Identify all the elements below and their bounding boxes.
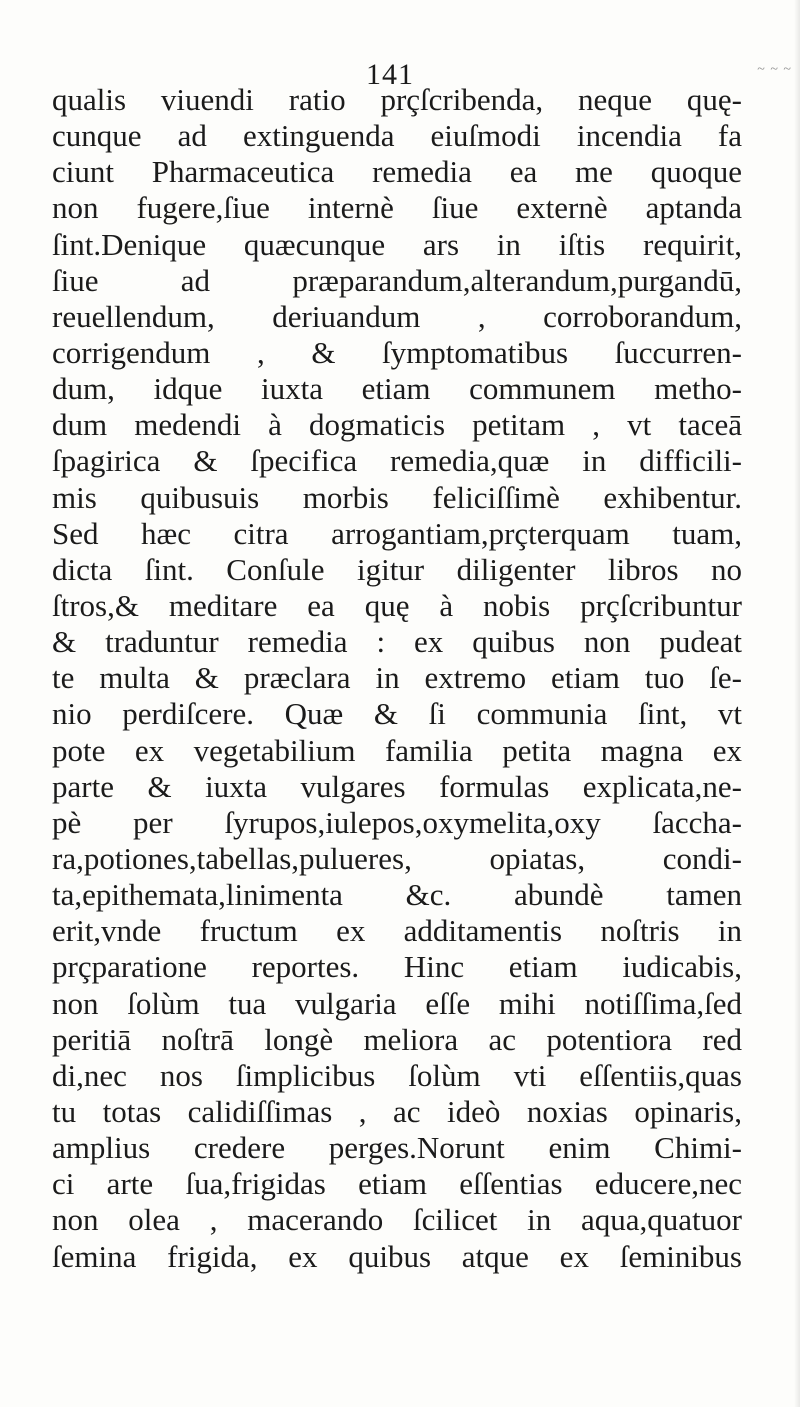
text-line: te multa & præclara in extremo etiam tuo ſe- xyxy=(52,660,742,696)
text-line: dum, idque iuxta etiam communem metho- xyxy=(52,371,742,407)
text-line: ra,potiones,tabellas,pulueres, opiatas, condi- xyxy=(52,840,742,876)
text-line: di,nec nos ſimplicibus ſolùm vti eſſentiis,quas xyxy=(52,1057,742,1093)
text-line: ſiue ad præparandum,alterandum,purgandū, xyxy=(52,262,742,298)
text-line: parte & iuxta vulgares formulas explicata,ne- xyxy=(52,768,742,804)
text-line: pote ex vegetabilium familia petita magna ex xyxy=(52,732,742,768)
text-line: ſtros,& meditare ea quę à nobis prçſcribuntur xyxy=(52,587,742,623)
text-line: Sed hæc citra arrogantiam,prçterquam tuam, xyxy=(52,515,742,551)
text-line: non fugere,ſiue internè ſiue externè aptanda xyxy=(52,190,742,226)
text-line: ciunt Pharmaceutica remedia ea me quoque xyxy=(52,154,742,190)
text-line: qualis viuendi ratio prçſcribenda, neque quę- xyxy=(52,82,742,117)
text-line: & traduntur remedia : ex quibus non pudeat xyxy=(52,624,742,660)
text-line: cunque ad extinguenda eiuſmodi incendia fa xyxy=(52,118,742,154)
text-line: reuellendum, deriuandum , corroborandum, xyxy=(52,298,742,334)
text-line: peritiā noſtrā longè meliora ac potentiora red xyxy=(52,1021,742,1057)
text-line: tu totas calidiſſimas , ac ideò noxias opinaris, xyxy=(52,1093,742,1129)
text-line: ſemina frigida, ex quibus atque ex ſeminibus xyxy=(52,1238,742,1274)
text-line: non olea , macerando ſcilicet in aqua,quatuor xyxy=(52,1202,742,1238)
page-edge-shadow xyxy=(794,0,800,1407)
text-line: erit,vnde fructum ex additamentis noſtris in xyxy=(52,913,742,949)
margin-mark: ~ ~ ~ xyxy=(757,62,792,77)
text-line: corrigendum , & ſymptomatibus ſuccurren- xyxy=(52,334,742,370)
text-line: ci arte ſua,frigidas etiam eſſentias educere,nec xyxy=(52,1166,742,1202)
text-line: dicta ſint. Conſule igitur diligenter libros no xyxy=(52,551,742,587)
page-number: 141 xyxy=(366,58,414,91)
text-line: amplius credere perges.Norunt enim Chimi- xyxy=(52,1130,742,1166)
text-line: nio perdiſcere. Quæ & ſi communia ſint, vt xyxy=(52,696,742,732)
text-line: ſint.Denique quæcunque ars in iſtis requirit, xyxy=(52,226,742,262)
text-line: prçparatione reportes. Hinc etiam iudicabis, xyxy=(52,949,742,985)
text-line: mis quibusuis morbis feliciſſimè exhibentur. xyxy=(52,479,742,515)
text-line: ta,epithemata,linimenta &c. abundè tamen xyxy=(52,877,742,913)
text-line: dum medendi à dogmaticis petitam , vt taceā xyxy=(52,407,742,443)
text-line: non ſolùm tua vulgaria eſſe mihi notiſſima,ſed xyxy=(52,985,742,1021)
text-line: pè per ſyrupos,iulepos,oxymelita,oxy ſaccha- xyxy=(52,804,742,840)
body-text xyxy=(52,82,742,1275)
text-line: ſpagirica & ſpecifica remedia,quæ in difficili- xyxy=(52,443,742,479)
